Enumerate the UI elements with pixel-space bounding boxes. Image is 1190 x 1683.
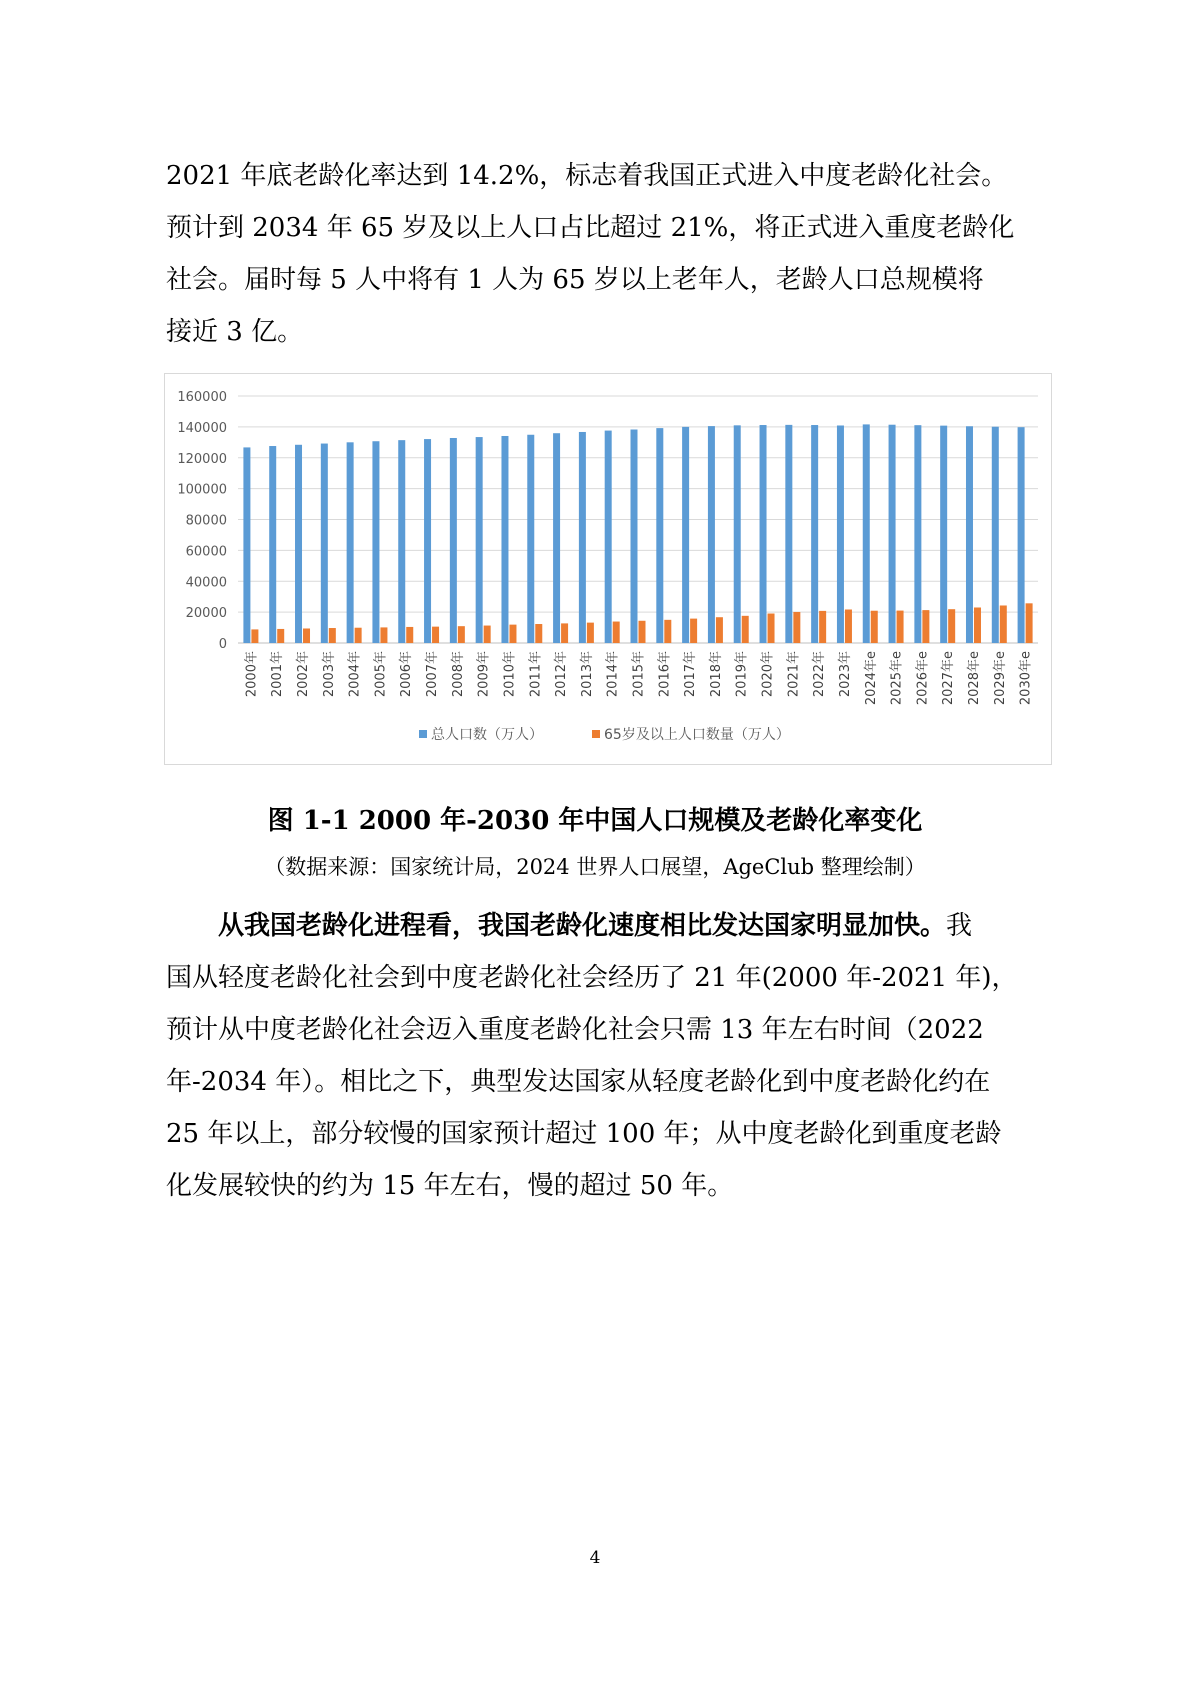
- y-tick-label: 60000: [185, 544, 227, 560]
- y-tick-label: 40000: [185, 575, 227, 591]
- x-tick-label: 2023年: [837, 651, 853, 698]
- figure-title: 图 1-1 2000 年-2030 年中国人口规模及老龄化率变化: [267, 806, 923, 836]
- chart-svg: [165, 374, 1051, 764]
- total-population-bar: [347, 442, 354, 643]
- total-population-bar: [708, 426, 715, 643]
- elderly-population-bar: [1000, 605, 1007, 643]
- total-population-bar: [372, 441, 379, 643]
- total-population-bar: [527, 435, 534, 643]
- x-tick-label: 2026年e: [915, 651, 931, 706]
- y-tick-label: 0: [218, 637, 227, 652]
- total-population-bar: [501, 436, 508, 643]
- elderly-population-bar: [277, 629, 284, 643]
- x-tick-label: 2003年: [321, 651, 337, 698]
- legend-label-total: 总人口数（万人）: [431, 727, 543, 743]
- x-tick-label: 2025年e: [889, 651, 905, 706]
- elderly-population-bar: [845, 610, 852, 643]
- paragraph-line: 预计到 2034 年 65 岁及以上人口占比超过 21%，将正式进入重度老龄化: [166, 213, 1015, 243]
- y-tick-label: 100000: [177, 482, 227, 498]
- total-population-bar: [243, 447, 250, 643]
- elderly-population-bar: [613, 622, 620, 643]
- x-tick-label: 2001年: [270, 651, 286, 698]
- total-population-bar: [837, 425, 844, 643]
- elderly-population-bar: [948, 609, 955, 643]
- elderly-population-bar: [329, 628, 336, 643]
- total-population-bar: [579, 432, 586, 643]
- total-population-bar: [553, 433, 560, 643]
- x-tick-label: 2005年: [373, 651, 389, 698]
- elderly-population-bar: [251, 629, 258, 643]
- bold-lead-sentence: 从我国老龄化进程看，我国老龄化速度相比发达国家明显加快。: [218, 911, 947, 941]
- elderly-population-bar: [690, 619, 697, 643]
- elderly-population-bar: [380, 627, 387, 643]
- total-population-bar: [811, 425, 818, 643]
- elderly-population-bar: [639, 621, 646, 643]
- paragraph-aging-speed: [166, 900, 1024, 1212]
- elderly-population-bar: [406, 627, 413, 643]
- elderly-population-bar: [793, 612, 800, 643]
- total-population-bar: [682, 427, 689, 643]
- elderly-population-bar: [458, 626, 465, 643]
- total-population-bar: [605, 431, 612, 643]
- y-tick-label: 140000: [177, 420, 227, 436]
- paragraph-aging-rate: [166, 150, 1024, 358]
- x-tick-label: 2011年: [528, 651, 544, 698]
- elderly-population-bar: [974, 607, 981, 643]
- total-population-bar: [914, 425, 921, 643]
- total-population-bar: [656, 428, 663, 643]
- x-tick-label: 2024年e: [863, 651, 879, 706]
- paragraph-line: 社会。届时每 5 人中将有 1 人为 65 岁以上老年人，老龄人口总规模将: [166, 265, 984, 295]
- total-population-bar: [889, 425, 896, 643]
- total-population-bar: [295, 445, 302, 643]
- x-tick-label: 2002年: [296, 651, 312, 698]
- x-tick-label: 2028年e: [966, 651, 982, 706]
- population-chart: [164, 373, 1052, 765]
- x-tick-label: 2020年: [760, 651, 776, 698]
- x-tick-label: 2006年: [399, 651, 415, 698]
- total-population-bar: [992, 427, 999, 643]
- total-population-bar: [785, 425, 792, 643]
- elderly-population-bar: [484, 626, 491, 643]
- x-tick-label: 2018年: [708, 651, 724, 698]
- elderly-population-bar: [897, 611, 904, 643]
- x-tick-label: 2021年: [786, 651, 802, 698]
- y-tick-label: 80000: [185, 513, 227, 529]
- elderly-population-bar: [922, 610, 929, 643]
- y-tick-label: 20000: [185, 606, 227, 622]
- elderly-population-bar: [303, 628, 310, 643]
- total-population-bar: [631, 429, 638, 643]
- elderly-population-bar: [819, 611, 826, 643]
- x-tick-label: 2014年: [605, 651, 621, 698]
- elderly-population-bar: [535, 624, 542, 643]
- x-tick-label: 2009年: [476, 651, 492, 698]
- paragraph-line: 接近 3 亿。: [166, 317, 304, 347]
- legend-label-elderly: 65岁及以上人口数量（万人）: [604, 727, 790, 743]
- elderly-population-bar: [871, 611, 878, 643]
- x-tick-label: 2019年: [734, 651, 750, 698]
- total-population-bar: [1018, 427, 1025, 643]
- x-tick-label: 2022年: [812, 651, 828, 698]
- total-population-bar: [760, 425, 767, 643]
- paragraph-line: 25 年以上，部分较慢的国家预计超过 100 年；从中度老龄化到重度老龄: [166, 1119, 1002, 1149]
- x-tick-label: 2027年e: [941, 651, 957, 706]
- elderly-population-bar: [355, 628, 362, 643]
- x-tick-label: 2013年: [579, 651, 595, 698]
- page-number: 4: [589, 1548, 601, 1568]
- paragraph-line: 2021 年底老龄化率达到 14.2%，标志着我国正式进入中度老龄化社会。: [166, 161, 1008, 191]
- elderly-population-bar: [742, 616, 749, 643]
- paragraph-line: 化发展较快的约为 15 年左右，慢的超过 50 年。: [166, 1171, 734, 1201]
- paragraph-text: 我: [946, 911, 973, 941]
- total-population-bar: [450, 438, 457, 643]
- elderly-population-bar: [716, 617, 723, 643]
- paragraph-line: 年-2034 年）。相比之下，典型发达国家从轻度老龄化到中度老龄化约在: [166, 1067, 991, 1097]
- total-population-bar: [269, 446, 276, 643]
- total-population-bar: [940, 426, 947, 643]
- elderly-population-bar: [768, 614, 775, 643]
- paragraph-line: 国从轻度老龄化社会到中度老龄化社会经历了 21 年(2000 年-2021 年)，: [166, 963, 1018, 993]
- total-population-bar: [966, 426, 973, 643]
- total-population-bar: [398, 440, 405, 643]
- x-tick-label: 2029年e: [992, 651, 1008, 706]
- total-population-bar: [424, 439, 431, 643]
- paragraph-line: [166, 900, 1024, 952]
- paragraph-line: 预计从中度老龄化社会迈入重度老龄化社会只需 13 年左右时间（2022: [166, 1015, 984, 1045]
- x-tick-label: 2012年: [554, 651, 570, 698]
- y-tick-label: 120000: [177, 451, 227, 467]
- elderly-population-bar: [561, 623, 568, 643]
- x-tick-label: 2004年: [347, 651, 363, 698]
- total-population-bar: [321, 444, 328, 643]
- legend-swatch-elderly: [592, 730, 600, 738]
- total-population-bar: [476, 437, 483, 643]
- x-tick-label: 2017年: [683, 651, 699, 698]
- figure-source: （数据来源：国家统计局，2024 世界人口展望，AgeClub 整理绘制）: [264, 855, 926, 879]
- legend-swatch-total: [419, 730, 427, 738]
- x-tick-label: 2030年e: [1018, 651, 1034, 706]
- total-population-bar: [734, 425, 741, 643]
- elderly-population-bar: [1026, 603, 1033, 643]
- x-tick-label: 2010年: [502, 651, 518, 698]
- total-population-bar: [863, 424, 870, 643]
- x-tick-label: 2007年: [425, 651, 441, 698]
- x-tick-label: 2000年: [244, 651, 260, 698]
- elderly-population-bar: [432, 627, 439, 643]
- x-tick-label: 2016年: [657, 651, 673, 698]
- x-tick-label: 2008年: [450, 651, 466, 698]
- y-tick-label: 160000: [177, 390, 227, 405]
- elderly-population-bar: [664, 620, 671, 643]
- x-tick-label: 2015年: [631, 651, 647, 698]
- elderly-population-bar: [587, 623, 594, 643]
- elderly-population-bar: [509, 625, 516, 643]
